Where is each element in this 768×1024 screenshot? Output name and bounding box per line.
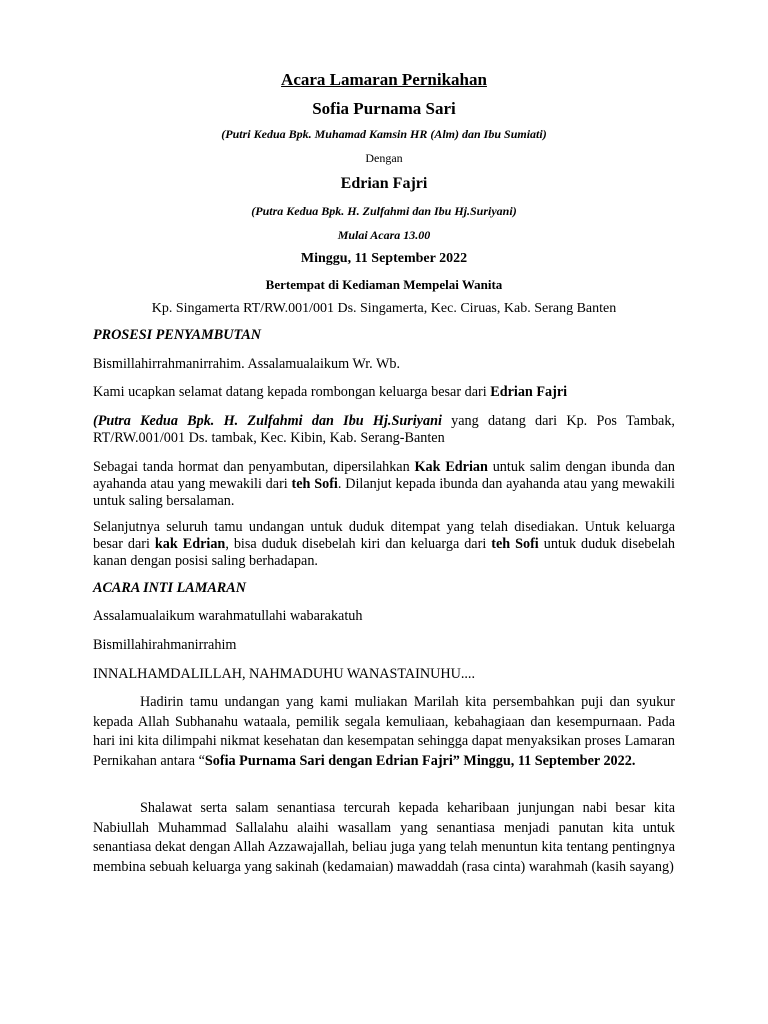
- groom-parents-inline: (Putra Kedua Bpk. H. Zulfahmi dan Ibu Hj.Suriyani: [93, 413, 442, 429]
- salim-name-groom: Kak Edrian: [414, 459, 488, 475]
- groom-origin-text: yang datang dari Kp. Pos Tambak, RT/RW.001/001 Ds. tambak, Kec. Kibin, Kab. Serang-Banten: [93, 413, 675, 446]
- start-time: Mulai Acara 13.00: [337, 228, 431, 242]
- welcome-text: Kami ucapkan selamat datang kepada rombongan keluarga besar dari: [93, 384, 491, 400]
- seating-text-2: , bisa duduk disebelah kiri dan keluarga dari: [225, 536, 492, 552]
- salim-paragraph: [93, 459, 675, 510]
- opening-greeting: Bismillahirrahmanirrahim. Assalamualaikum Wr. Wb.: [93, 356, 401, 372]
- seating-name-bride: teh Sofi: [491, 536, 539, 552]
- section-heading-penyambutan: PROSESI PENYAMBUTAN: [93, 327, 262, 343]
- salim-text-1: Sebagai tanda hormat dan penyambutan, dipersilahkan: [93, 459, 415, 475]
- salim-text-2: untuk salim dengan ibunda dan ayahanda atau yang mewakili dari: [93, 459, 676, 492]
- conjunction-text: Dengan: [365, 151, 403, 165]
- groom-name: Edrian Fajri: [340, 175, 428, 192]
- section-heading-inti: ACARA INTI LAMARAN: [93, 580, 246, 596]
- welcome-name: Edrian Fajri: [490, 384, 568, 400]
- seating-text-1: Selanjutnya seluruh tamu undangan untuk duduk ditempat yang telah disediakan. Untuk keluarga besar dari: [93, 519, 675, 552]
- hamdalah-text: INNALHAMDALILLAH, NAHMADUHU WANASTAINUHU....: [93, 666, 476, 682]
- seating-text-3: untuk duduk disebelah kanan dengan posisi saling berhadapan.: [93, 536, 675, 569]
- salim-name-bride: teh Sofi: [291, 476, 338, 492]
- groom-parents: (Putra Kedua Bpk. H. Zulfahmi dan Ibu Hj.Suriyani): [251, 204, 517, 218]
- salam-greeting: Assalamualaikum warahmatullahi wabarakatuh: [93, 608, 363, 624]
- shalawat-paragraph: Shalawat serta salam senantiasa tercurah kepada keharibaan junjungan nabi besar kita Nabiullah Muhammad Sallalahu alaihi wasallam yang senantiasa menjadi panutan kita untuk senantiasa dekat dengan Allah Azzawajallah, beliau juga yang telah menuntun kita tentang pentingnya membina sebuah keluarga yang sakinah (kedamaian) mawaddah (rasa cinta) warahmah (kasih sayang): [93, 800, 675, 875]
- seating-name-groom: kak Edrian: [154, 536, 226, 552]
- event-address: Kp. Singamerta RT/RW.001/001 Ds. Singamerta, Kec. Ciruas, Kab. Serang Banten: [151, 301, 617, 316]
- opening-speech-text: Hadirin tamu undangan yang kami muliakan Marilah kita persembahkan puji dan syukur kepada Allah Subhanahu wataala, pemilik segala kemuliaan, kebahagiaan dan kesempurnaan. Pada hari ini kita dilimpahi nikmat kesehatan dan kesempatan sehingga dapat menyaksikan proses Lamaran Pernikahan antara “: [93, 694, 675, 769]
- document-title: Acara Lamaran Pernikahan: [281, 70, 487, 89]
- event-venue: Bertempat di Kediaman Mempelai Wanita: [265, 277, 503, 292]
- bride-name: Sofia Purnama Sari: [312, 99, 456, 118]
- opening-speech-paragraph: [93, 693, 675, 771]
- seating-paragraph: [93, 519, 675, 570]
- bride-parents: (Putri Kedua Bpk. Muhamad Kamsin HR (Alm) dan Ibu Sumiati): [221, 127, 547, 141]
- opening-speech-couple: Sofia Purnama Sari dengan Edrian Fajri” Minggu, 11 September 2022.: [204, 752, 636, 769]
- welcome-paragraph: [93, 384, 675, 401]
- basmalah-text: Bismillahirahmanirrahim: [93, 637, 237, 653]
- salim-text-3: . Dilanjut kepada ibunda dan ayahanda atau yang mewakili untuk saling bersalaman.: [93, 476, 675, 509]
- event-date: Minggu, 11 September 2022: [300, 251, 468, 266]
- groom-origin-paragraph: [93, 413, 675, 447]
